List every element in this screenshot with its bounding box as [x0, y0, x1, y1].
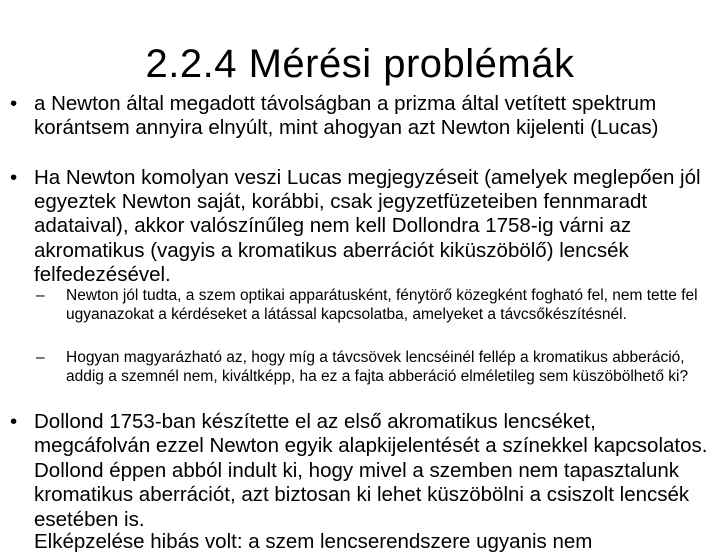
bullet-marker: • [10, 410, 18, 433]
subbullet-item [36, 286, 706, 324]
subbullet-text: Hogyan magyarázható az, hogy míg a távcsövek lencséinél fellép a kromatikus abberáció, addig a szemnél nem, kiváltképp, ha ez a fajta abberáció elméletileg sem küszöbölhető ki? [66, 349, 689, 385]
subbullet-item [36, 348, 706, 386]
bullet-text: Ha Newton komolyan veszi Lucas megjegyzéseit (amelyek meglepően jól egyeztek Newton saját, korábbi, csak jegyzetfüzeteiben fennmaradt adataival), akkor valószínűleg nem kell Dollondra 1758-ig várni az akromatikus (vagyis a kromatikus aberrációt kiküszöbölő) lencsék felfedezésével. [34, 165, 701, 287]
cutoff-text-line: Elképzelése hibás volt: a szem lencserendszere ugyanis nem [34, 530, 593, 553]
subbullet-text: Newton jól tudta, a szem optikai apparátusként, fénytörő közegként fogható fel, nem tette fel ugyanazokat a kérdéseket a látással kapcsolatba, amelyeket a távcsőkészítésnél. [66, 287, 698, 323]
dash-marker: – [36, 287, 45, 304]
bullet-item [10, 165, 710, 288]
bullet-text: a Newton által megadott távolságban a prizma által vetített spektrum korántsem annyira elnyúlt, mint ahogyan azt Newton kijelenti (Lucas) [34, 92, 659, 140]
bullet-marker: • [10, 165, 18, 189]
bullet-item [10, 410, 710, 532]
bullet-marker: • [10, 92, 18, 115]
bullet-item [10, 92, 710, 141]
bullet-text: Dollond 1753-ban készítette el az első akromatikus lencséket, megcáfolván ezzel Newton egyik alapkijelentését a színekkel kapcsolatos. Dollond éppen abból indult ki, hogy mivel a szemben nem tapasztalunk kromatikus aberrációt, azt biztosan ki lehet küszöbölni a csiszolt lencsék esetében is. [34, 410, 708, 531]
slide-title: 2.2.4 Mérési problémák [145, 42, 575, 86]
dash-marker: – [36, 349, 45, 366]
